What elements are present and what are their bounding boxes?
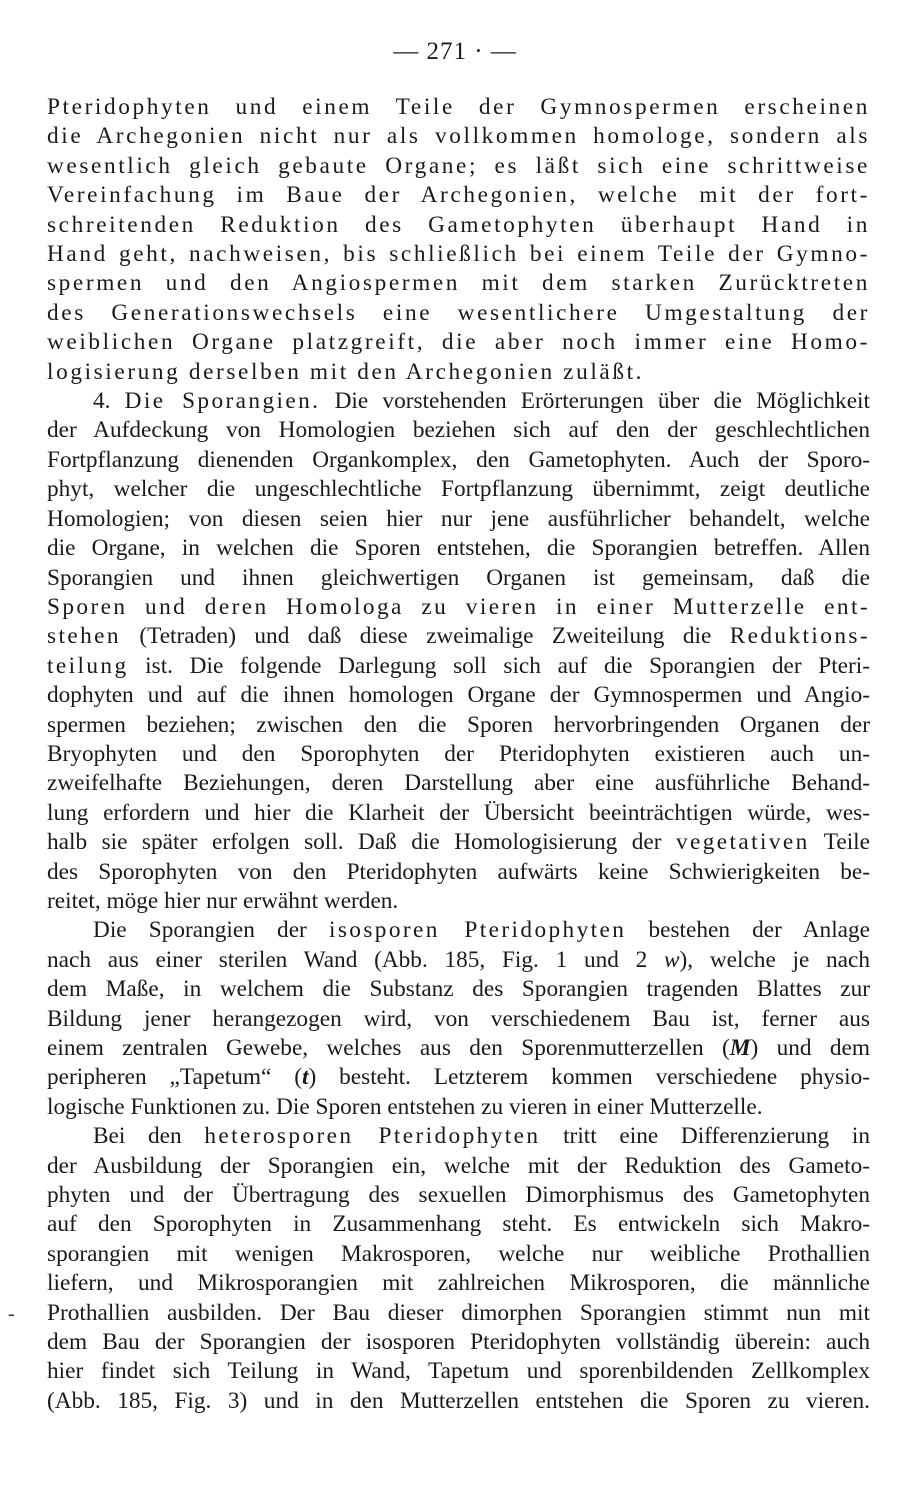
text-line: schreitenden Reduktion des Gametophyten überhaupt Hand in [47, 211, 870, 238]
emphasis: isosporen Pteridophyten [328, 917, 627, 944]
text-line: dem Maße, in welchem die Substanz des Sporangien tragenden Blattes zur [47, 976, 870, 1003]
body-text [47, 93, 870, 1416]
paragraph-heterospore [47, 1122, 870, 1416]
text-line [47, 1034, 870, 1063]
text-line: Bildung jener herangezogen wird, von verschiedenem Bau ist, ferner aus [47, 1005, 870, 1032]
text-line [47, 387, 870, 416]
text-run: einem zentralen Gewebe, welches aus den Sporenmutterzellen ( [47, 1035, 730, 1061]
emphasis: teilung [47, 652, 129, 679]
text-line: des Generationswechsels eine wesentlichere Umgestaltung der [47, 299, 870, 326]
text-line: der Aufdeckung von Homologien beziehen sich auf den der geschlechtlichen [47, 417, 870, 444]
margin-mark: - [8, 1303, 15, 1325]
paragraph-isospore [47, 916, 870, 1122]
text-line: der Ausbildung der Sporangien ein, welche mit der Reduktion des Gameto- [47, 1152, 870, 1179]
text-line: des Sporophyten von den Pteridophyten aufwärts keine Schwierigkeiten be- [47, 858, 870, 885]
text-line: logische Funktionen zu. Die Sporen entstehen zu vieren in einer Mutterzelle. [47, 1093, 763, 1120]
text-line [47, 916, 870, 945]
emphasis: Reduktions- [729, 623, 870, 650]
text-line: Vereinfachung im Baue der Archegonien, welche mit der fort- [47, 182, 870, 209]
text-line [47, 1122, 870, 1151]
text-line: dophyten und auf die ihnen homologen Organe der Gymnospermen und Angio- [47, 682, 870, 709]
text-line [47, 652, 870, 681]
text-line: zweifelhafte Beziehungen, deren Darstellung aber eine ausführliche Behand- [47, 770, 870, 797]
text-line [47, 1063, 870, 1092]
text-line: spermen beziehen; zwischen den die Sporen hervorbringenden Organen der [47, 711, 870, 738]
text-line: hier findet sich Teilung in Wand, Tapetum und sporenbildenden Zellkomplex [47, 1358, 870, 1385]
section-heading: Die Sporangien. [124, 388, 321, 415]
figure-symbol: t [302, 1064, 309, 1091]
text-run: Teile [809, 829, 870, 856]
emphasis: vegetativen [675, 829, 810, 856]
figure-symbol: M [729, 1035, 751, 1061]
text-run: ist. Die folgende Darlegung soll sich auf die Sporangien der Pteri- [128, 652, 870, 679]
text-line: sporangien mit wenigen Makrosporen, welche nur weibliche Prothallien [47, 1240, 870, 1267]
text-line: phyten und der Übertragung des sexuellen Dimorphismus des Gametophyten [47, 1182, 870, 1209]
text-run: nach aus einer sterilen Wand (Abb. 185, Fig. 1 und 2 [47, 946, 664, 973]
text-run: ), welche je nach [679, 946, 871, 973]
text-run: ) besteht. Letzterem kommen verschiedene physio- [308, 1064, 870, 1091]
text-run: peripheren „Tapetum“ ( [47, 1064, 303, 1091]
text-line: Fortpflanzung dienenden Organkomplex, den Gametophyten. Auch der Sporo- [47, 446, 870, 473]
text-line: liefern, und Mikrosporangien mit zahlreichen Mikrosporen, die männliche [47, 1270, 870, 1297]
figure-symbol: w [663, 946, 680, 973]
text-line: lung erfordern und hier die Klarheit der Übersicht beeinträchtigen würde, wes- [47, 799, 870, 826]
text-line: logisierung derselben mit den Archegonien zuläßt. [47, 358, 645, 385]
paragraph-sporangien [47, 387, 870, 916]
text-line: die Organe, in welchen die Sporen entstehen, die Sporangien betreffen. Allen [47, 535, 870, 562]
text-line: dem Bau der Sporangien der isosporen Pteridophyten vollständig überein: auch [47, 1329, 870, 1356]
emphasis: stehen [47, 623, 121, 650]
text-line: auf den Sporophyten in Zusammenhang steht. Es entwickeln sich Makro- [47, 1211, 870, 1238]
emphasis: heterosporen Pteridophyten [204, 1123, 541, 1150]
page-number: — 271 · — [393, 38, 517, 65]
text-line [47, 622, 870, 651]
text-line: Hand geht, nachweisen, bis schließlich bei einem Teile der Gymno- [47, 241, 870, 268]
text-line: die Archegonien nicht nur als vollkommen homologe, sondern als [47, 123, 870, 150]
text-line: reitet, möge hier nur erwähnt werden. [47, 887, 399, 914]
text-line: (Abb. 185, Fig. 3) und in den Mutterzellen entstehen die Sporen zu vieren. [47, 1387, 870, 1414]
text-line: phyt, welcher die ungeschlechtliche Fortpflanzung übernimmt, zeigt deutliche [47, 476, 870, 503]
section-number: 4. [93, 388, 125, 415]
text-run: Die Sporangien der [93, 917, 329, 944]
text-run: (Tetraden) und daß diese zweimalige Zweiteilung die [120, 623, 730, 650]
text-run: tritt eine Differenzierung in [540, 1123, 870, 1150]
text-line [47, 946, 870, 975]
text-line: Bryophyten und den Sporophyten der Pteridophyten existieren auch un- [47, 740, 870, 767]
text-line: weiblichen Organe platzgreift, die aber noch immer eine Homo- [47, 329, 870, 356]
text-line: spermen und den Angiospermen mit dem starken Zurücktreten [47, 270, 870, 297]
text-line: Sporangien und ihnen gleichwertigen Organen ist gemeinsam, daß die [47, 564, 870, 591]
text-run: halb sie später erfolgen soll. Daß die Homologisierung der [47, 829, 676, 856]
text-line [47, 828, 870, 857]
text-line: Homologien; von diesen seien hier nur jene ausführlicher behandelt, welche [47, 505, 870, 532]
text-line: Pteridophyten und einem Teile der Gymnospermen erscheinen [47, 94, 870, 120]
text-run: bestehen der Anlage [626, 917, 871, 944]
text-run: ) und dem [750, 1035, 870, 1061]
paragraph-archegonien [47, 93, 870, 387]
text-run: Die vorstehenden Erörterungen über die Möglichkeit [320, 388, 870, 415]
text-run: Bei den [93, 1123, 205, 1150]
text-line: Prothallien ausbilden. Der Bau dieser dimorphen Sporangien stimmt nun mit [47, 1299, 870, 1326]
text-line: wesentlich gleich gebaute Organe; es läßt sich eine schrittweise [47, 152, 870, 179]
text-line-emphasized: Sporen und deren Homologa zu vieren in einer Mutterzelle ent- [47, 593, 870, 620]
